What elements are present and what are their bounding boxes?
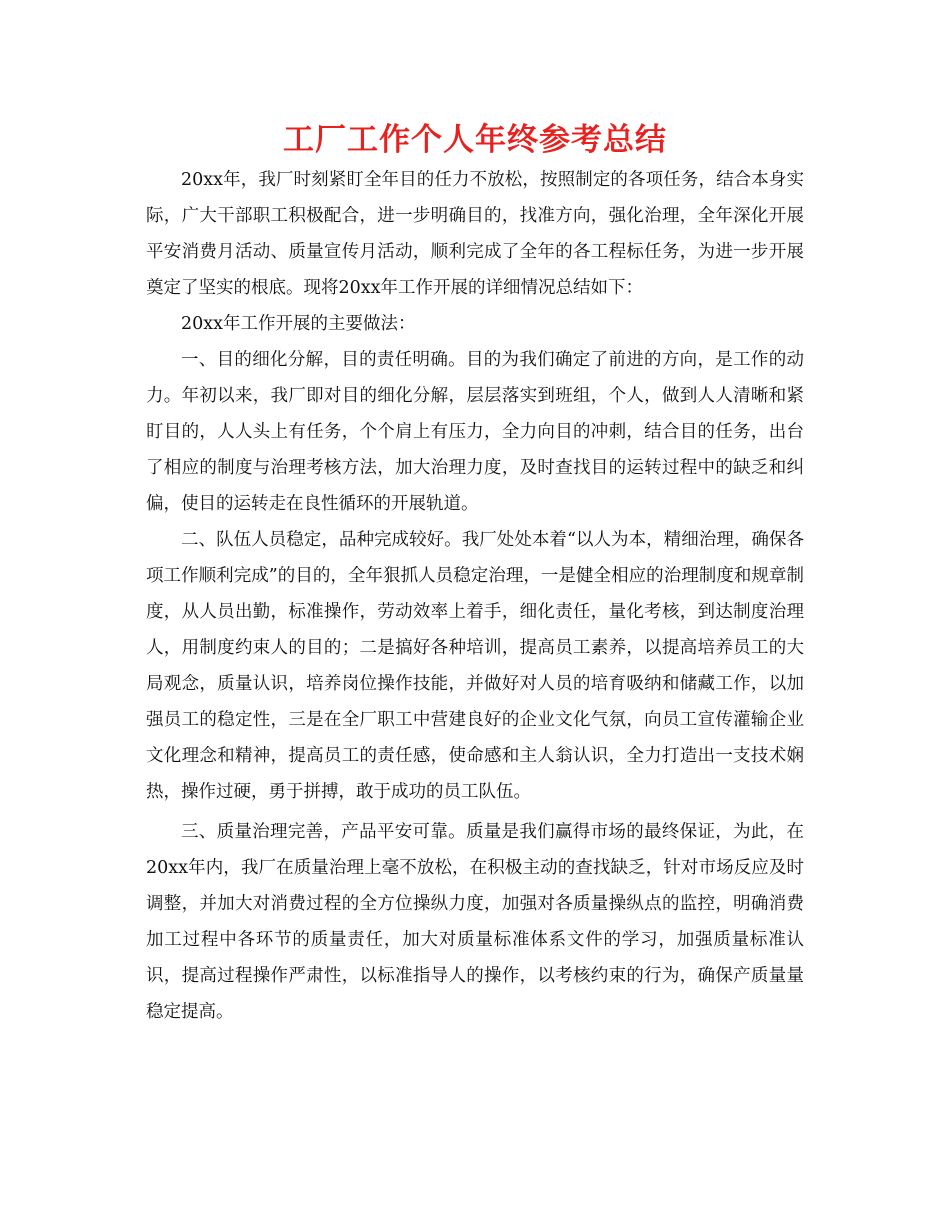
paragraph-methods-heading: 20xx年工作开展的主要做法： — [181, 314, 416, 334]
paragraph-section-3: 三、质量治理完善，产品平安可靠。质量是我们赢得市场的最终保证，为此，在20xx年内，我厂在质量治理上毫不放松，在积极主动的查找缺乏，针对市场反应及时调整，并加大对消费过程的全方位操纵力度，加强对各质量操纵点的监控，明确消费加工过程中各环节的质量责任，加大对质量标准体系文件的学习，加强质量标准认识，提高过程操作严肃性，以标准指导人的操作，以考核约束的行为，确保产质量量稳定提高。 — [146, 822, 804, 1022]
paragraph-intro: 20xx年，我厂时刻紧盯全年目的任力不放松，按照制定的各项任务，结合本身实际，广大干部职工积极配合，进一步明确目的，找准方向，强化治理，全年深化开展平安消费月活动、质量宣传月活动，顺利完成了全年的各工程标任务，为进一步开展奠定了坚实的根底。现将20xx年工作开展的详细情况总结如下： — [146, 170, 804, 298]
document-title: 工厂工作个人年终参考总结 — [283, 122, 667, 158]
document-body — [146, 162, 804, 1030]
paragraph-section-1: 一、目的细化分解，目的责任明确。目的为我们确定了前进的方向，是工作的动力。年初以来，我厂即对目的细化分解，层层落实到班组，个人，做到人人清晰和紧盯目的，人人头上有任务，个个肩上有压力，全力向目的冲刺，结合目的任务，出台了相应的制度与治理考核方法，加大治理力度，及时查找目的运转过程中的缺乏和纠偏，使目的运转走在良性循环的开展轨道。 — [146, 350, 804, 514]
paragraph-section-2: 二、队伍人员稳定，品种完成较好。我厂处处本着“以人为本，精细治理，确保各项工作顺利完成”的目的，全年狠抓人员稳定治理，一是健全相应的治理制度和规章制度，从人员出勤，标准操作，劳动效率上着手，细化责任，量化考核，到达制度治理人，用制度约束人的目的；二是搞好各种培训，提高员工素养，以提高培养员工的大局观念，质量认识，培养岗位操作技能，并做好对人员的培育吸纳和储藏工作，以加强员工的稳定性，三是在全厂职工中营建良好的企业文化气氛，向员工宣传灌输企业文化理念和精神，提高员工的责任感，使命感和主人翁认识，全力打造出一支技术娴热，操作过硬，勇于拼搏，敢于成功的员工队伍。 — [146, 530, 804, 802]
